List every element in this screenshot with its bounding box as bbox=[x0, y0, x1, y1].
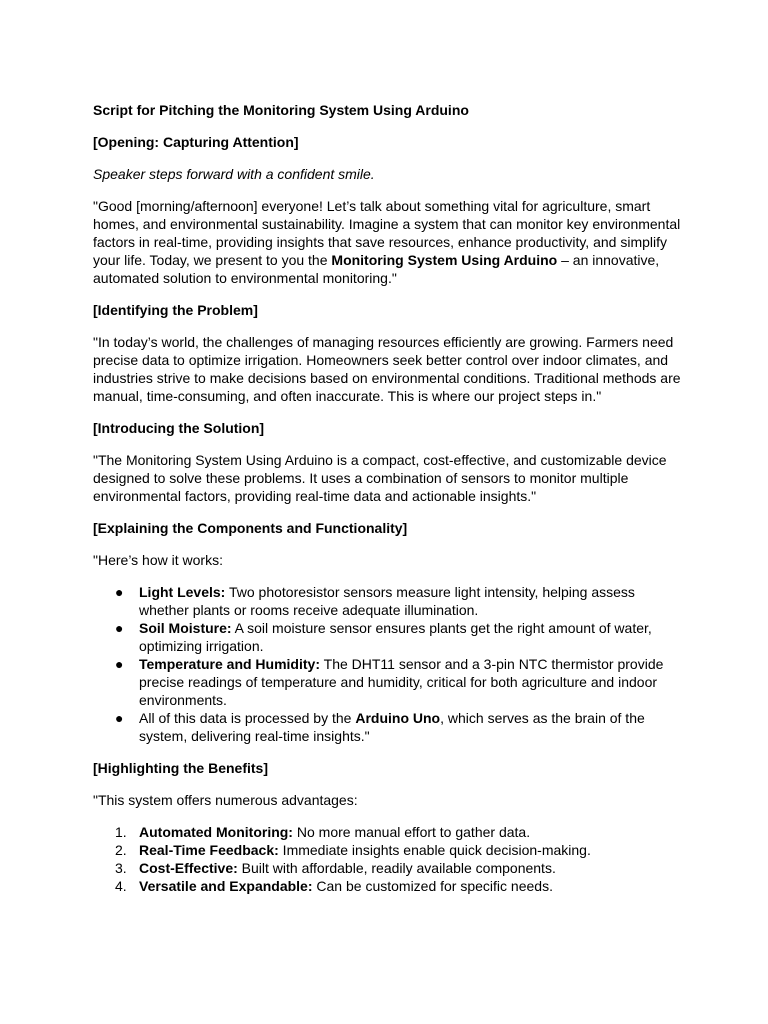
list-item-label: Cost-Effective: bbox=[139, 860, 238, 876]
list-item-text: No more manual effort to gather data. bbox=[292, 824, 531, 840]
list-item-text-start: All of this data is processed by the bbox=[139, 710, 356, 726]
list-item bbox=[93, 877, 683, 895]
benefits-list bbox=[93, 823, 683, 895]
list-item-bold: Arduino Uno bbox=[355, 710, 441, 726]
list-item-text: The DHT11 sensor and a 3-pin NTC thermistor provide precise readings of temperature and humidity, critical for both agriculture and indoor environments. bbox=[139, 656, 664, 708]
bullet-icon: ● bbox=[115, 656, 124, 672]
section-heading-components: [Explaining the Components and Functionality] bbox=[93, 520, 408, 536]
list-number: 4. bbox=[115, 878, 127, 894]
list-item-label: Light Levels: bbox=[139, 584, 226, 600]
list-item-text: Two photoresistor sensors measure light intensity, helping assess whether plants or rooms receive adequate illumination. bbox=[139, 584, 635, 618]
document-page bbox=[93, 101, 683, 909]
list-item bbox=[93, 859, 683, 877]
list-item-label: Temperature and Humidity: bbox=[139, 656, 320, 672]
section-heading-opening: [Opening: Capturing Attention] bbox=[93, 134, 299, 150]
section-heading-problem: [Identifying the Problem] bbox=[93, 302, 258, 318]
list-item-text-end: , which serves as the brain of the system, delivering real-time insights." bbox=[139, 710, 645, 744]
opening-text-start: "Good [morning/afternoon] everyone! Let’s talk about something vital for agriculture, smart homes, and environmental sustainability. Imagine a system that can monitor key environmental factors in real-time, providing insights that save resources, enhance productivity, and simplify your life. Today, we present to you the bbox=[93, 198, 681, 268]
list-item-label: Automated Monitoring: bbox=[139, 824, 293, 840]
list-item bbox=[93, 823, 683, 841]
solution-paragraph: "The Monitoring System Using Arduino is a compact, cost-effective, and customizable device designed to solve these problems. It uses a combination of sensors to monitor multiple environmental factors, providing real-time data and actionable insights." bbox=[93, 452, 667, 504]
components-list bbox=[93, 583, 683, 745]
list-item bbox=[93, 841, 683, 859]
list-item-label: Real-Time Feedback: bbox=[139, 842, 279, 858]
section-heading-benefits: [Highlighting the Benefits] bbox=[93, 760, 268, 776]
problem-paragraph: "In today’s world, the challenges of managing resources efficiently are growing. Farmers need precise data to optimize irrigation. Homeowners seek better control over indoor climates, and industries strive to make decisions based on environmental conditions. Traditional methods are manual, time-consuming, and often inaccurate. This is where our project steps in." bbox=[93, 334, 681, 404]
list-item-text: Built with affordable, readily available components. bbox=[237, 860, 556, 876]
list-item-text: Can be customized for specific needs. bbox=[312, 878, 553, 894]
list-item-label: Soil Moisture: bbox=[139, 620, 232, 636]
section-heading-solution: [Introducing the Solution] bbox=[93, 420, 265, 436]
benefits-intro: "This system offers numerous advantages: bbox=[93, 792, 358, 808]
list-item-label: Versatile and Expandable: bbox=[139, 878, 313, 894]
list-item bbox=[93, 583, 683, 619]
list-item bbox=[93, 619, 683, 655]
document-title: Script for Pitching the Monitoring System Using Arduino bbox=[93, 102, 469, 118]
opening-paragraph bbox=[93, 197, 683, 287]
stage-direction: Speaker steps forward with a confident smile. bbox=[93, 166, 375, 182]
list-number: 3. bbox=[115, 860, 127, 876]
bullet-icon: ● bbox=[115, 620, 124, 636]
opening-text-end: – an innovative, automated solution to environmental monitoring." bbox=[93, 252, 660, 286]
opening-text-bold: Monitoring System Using Arduino bbox=[331, 252, 558, 268]
bullet-icon: ● bbox=[115, 584, 124, 600]
list-number: 1. bbox=[115, 824, 127, 840]
list-item-text: A soil moisture sensor ensures plants get the right amount of water, optimizing irrigation. bbox=[139, 620, 652, 654]
list-number: 2. bbox=[115, 842, 127, 858]
list-item-text: Immediate insights enable quick decision-making. bbox=[278, 842, 591, 858]
list-item bbox=[93, 655, 683, 709]
bullet-icon: ● bbox=[115, 710, 124, 726]
components-intro: "Here’s how it works: bbox=[93, 552, 223, 568]
list-item bbox=[93, 709, 683, 745]
